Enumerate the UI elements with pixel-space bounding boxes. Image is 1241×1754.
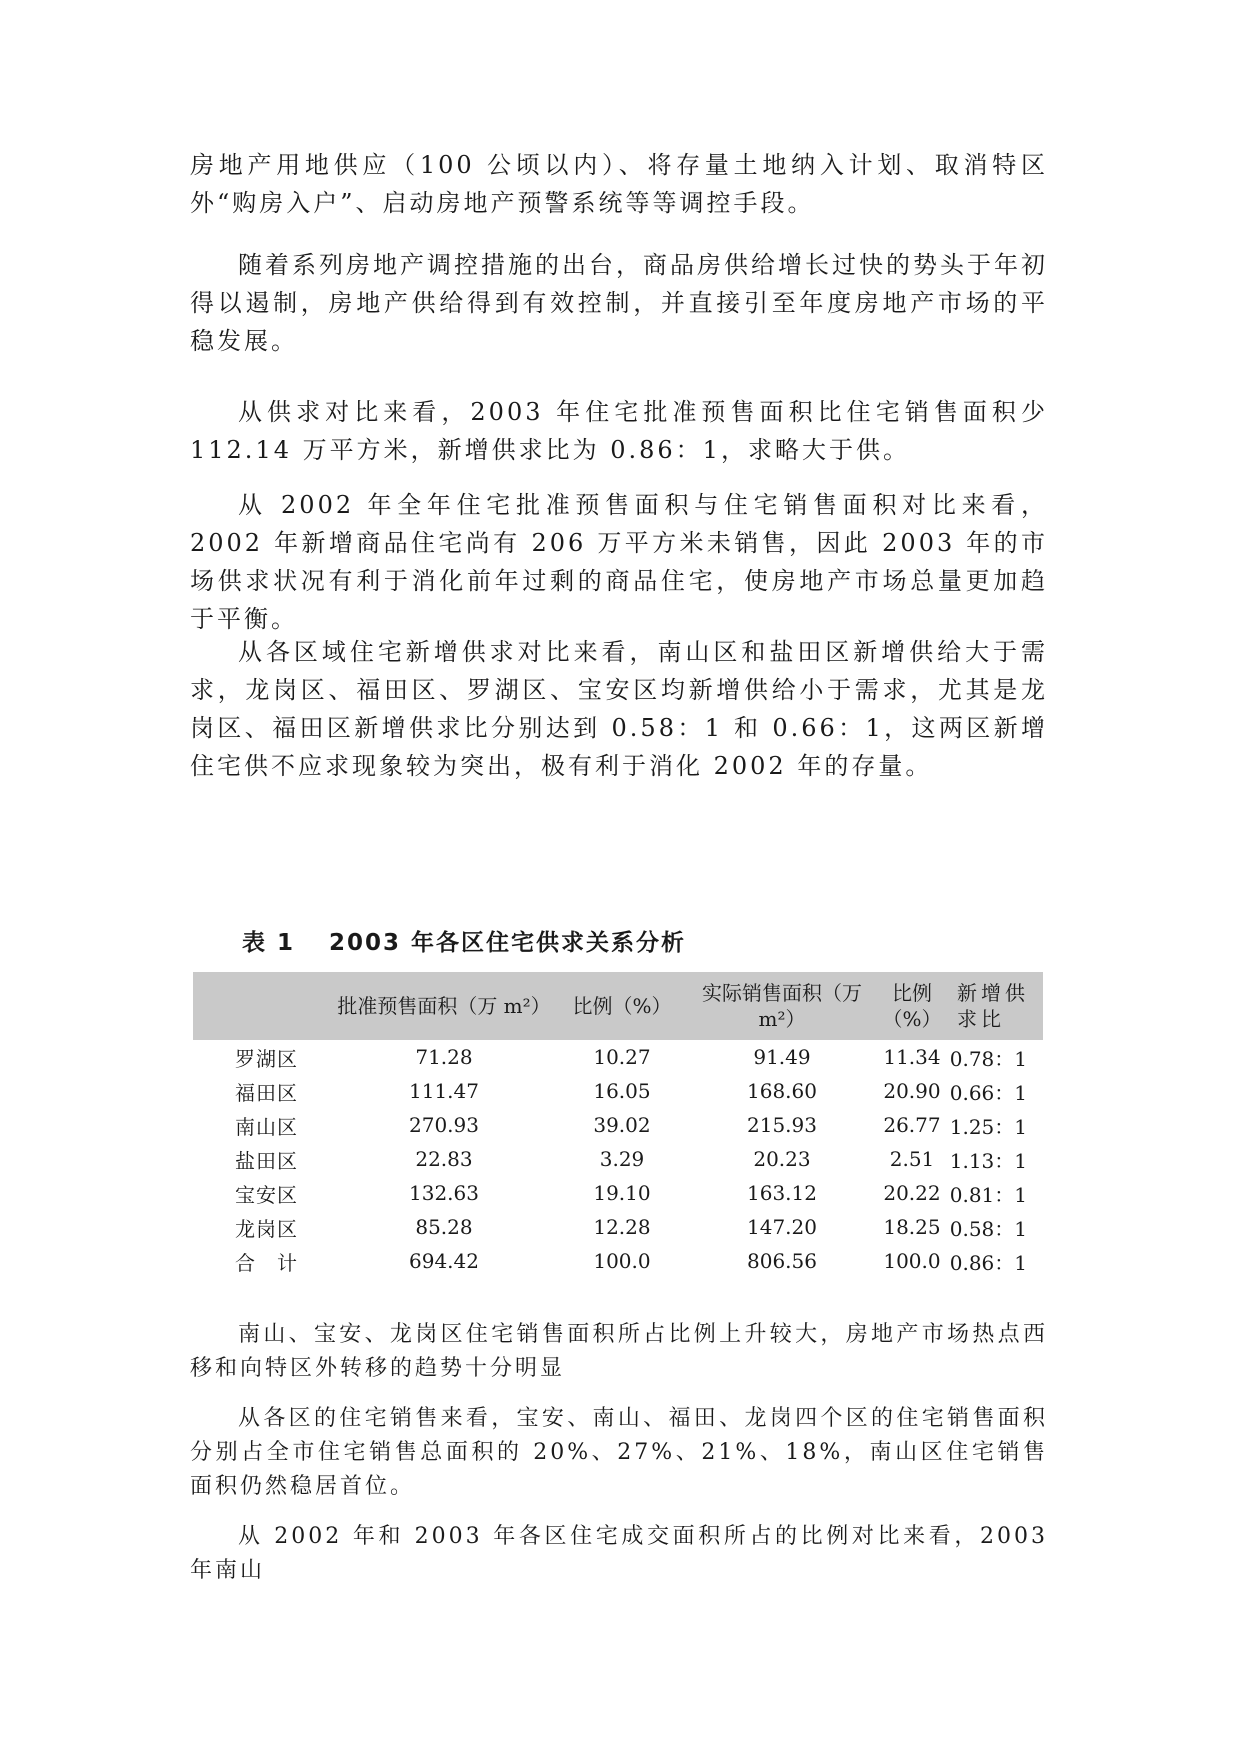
table-cell-region: 盐田区: [235, 1148, 298, 1173]
table-caption-number: 表 1: [242, 930, 296, 956]
table-cell: 2.51: [889, 1147, 935, 1171]
table-cell: 132.63: [409, 1181, 479, 1205]
table-cell: 0.78：1: [949, 1046, 1027, 1071]
table-cell: 215.93: [747, 1113, 817, 1137]
table-row: [193, 1108, 1043, 1142]
table-cell: 0.81：1: [949, 1182, 1027, 1207]
table-header-cell: 批准预售面积（万 m²）: [337, 994, 551, 1018]
table-cell: 39.02: [593, 1113, 651, 1137]
table-cell: 18.25: [883, 1215, 941, 1239]
table-cell-region: 南山区: [235, 1114, 298, 1139]
table-header-cell: 比例（%）: [882, 981, 942, 1031]
table-row: [193, 1074, 1043, 1108]
table-cell: 694.42: [409, 1249, 479, 1273]
table-row: [193, 1040, 1043, 1074]
table-header-cell: 实际销售面积（万 m²）: [702, 981, 862, 1031]
table-cell: 12.28: [593, 1215, 651, 1239]
table-cell: 147.20: [747, 1215, 817, 1239]
body-paragraph: 从各区的住宅销售来看，宝安、南山、福田、龙岗四个区的住宅销售面积分别占全市住宅销售总面积的 20%、27%、21%、18%，南山区住宅销售面积仍然稳居首位。: [190, 1406, 1048, 1499]
table-cell: 19.10: [593, 1181, 651, 1205]
table-row: [193, 1210, 1043, 1244]
table-cell: 168.60: [747, 1079, 817, 1103]
table-cell: 1.13：1: [949, 1148, 1027, 1173]
table-cell: 20.23: [753, 1147, 811, 1171]
table-cell: 163.12: [747, 1181, 817, 1205]
table-caption: [242, 924, 686, 957]
body-paragraph: 从 2002 年和 2003 年各区住宅成交面积所占的比例对比来看，2003 年南山: [190, 1524, 1048, 1583]
table-cell: 71.28: [415, 1045, 473, 1069]
body-paragraph: 随着系列房地产调控措施的出台，商品房供给增长过快的势头于年初得以遏制，房地产供给得到有效控制，并直接引至年度房地产市场的平稳发展。: [190, 251, 1048, 355]
table-cell: 3.29: [599, 1147, 645, 1171]
table-header-cell: 比例（%）: [572, 994, 672, 1018]
body-paragraph: 房地产用地供应（100 公顷以内）、将存量土地纳入计划、取消特区外“购房入户”、启动房地产预警系统等等调控手段。: [190, 151, 1048, 217]
table-cell: 100.0: [593, 1249, 651, 1273]
table-cell: 85.28: [415, 1215, 473, 1239]
table-cell: 100.0: [883, 1249, 941, 1273]
table-cell: 0.66：1: [949, 1080, 1027, 1105]
body-paragraph: 从各区域住宅新增供求对比来看，南山区和盐田区新增供给大于需求，龙岗区、福田区、罗湖区、宝安区均新增供给小于需求，尤其是龙岗区、福田区新增供求比分别达到 0.58：1 和 0.66：1，这两区新增住宅供不应求现象较为突出，极有利于消化 2002 年的存量。: [190, 638, 1048, 780]
table-cell-region: 合 计: [235, 1250, 298, 1275]
table-cell: 20.90: [883, 1079, 941, 1103]
table-header-cell: [193, 972, 331, 1040]
table-cell: 22.83: [415, 1147, 473, 1171]
table-cell: 0.58：1: [949, 1216, 1027, 1241]
body-paragraph: 南山、宝安、龙岗区住宅销售面积所占比例上升较大，房地产市场热点西移和向特区外转移的趋势十分明显: [190, 1322, 1048, 1381]
table-cell: 11.34: [883, 1045, 941, 1069]
table-cell-region: 龙岗区: [235, 1216, 298, 1241]
table-caption-title: 2003 年各区住宅供求关系分析: [329, 930, 687, 956]
table-row: [193, 1176, 1043, 1210]
table-cell: 20.22: [883, 1181, 941, 1205]
table-cell: 111.47: [409, 1079, 479, 1103]
table-cell: 806.56: [747, 1249, 817, 1273]
table-cell: 26.77: [883, 1113, 941, 1137]
table-cell-region: 罗湖区: [235, 1046, 298, 1071]
supply-demand-table: [193, 972, 1043, 1278]
table-cell: 91.49: [753, 1045, 811, 1069]
table-cell: 10.27: [593, 1045, 651, 1069]
table-cell: 270.93: [409, 1113, 479, 1137]
table-cell-region: 宝安区: [235, 1182, 298, 1207]
body-paragraph: 从 2002 年全年住宅批准预售面积与住宅销售面积对比来看，2002 年新增商品住宅尚有 206 万平方米未销售，因此 2003 年的市场供求状况有利于消化前年过剩的商品住宅，使房地产市场总量更加趋于平衡。: [190, 491, 1048, 633]
table-header-cell: 新增供求比: [957, 981, 1029, 1031]
table-cell: 16.05: [593, 1079, 651, 1103]
table-header-row: [193, 972, 1043, 1040]
table-cell: 1.25：1: [949, 1114, 1027, 1139]
table-cell: 0.86：1: [949, 1250, 1027, 1275]
table-row: [193, 1142, 1043, 1176]
body-paragraph: 从供求对比来看，2003 年住宅批准预售面积比住宅销售面积少 112.14 万平方米，新增供求比为 0.86：1，求略大于供。: [190, 398, 1048, 464]
table-cell-region: 福田区: [235, 1080, 298, 1105]
table-total-row: [193, 1244, 1043, 1278]
